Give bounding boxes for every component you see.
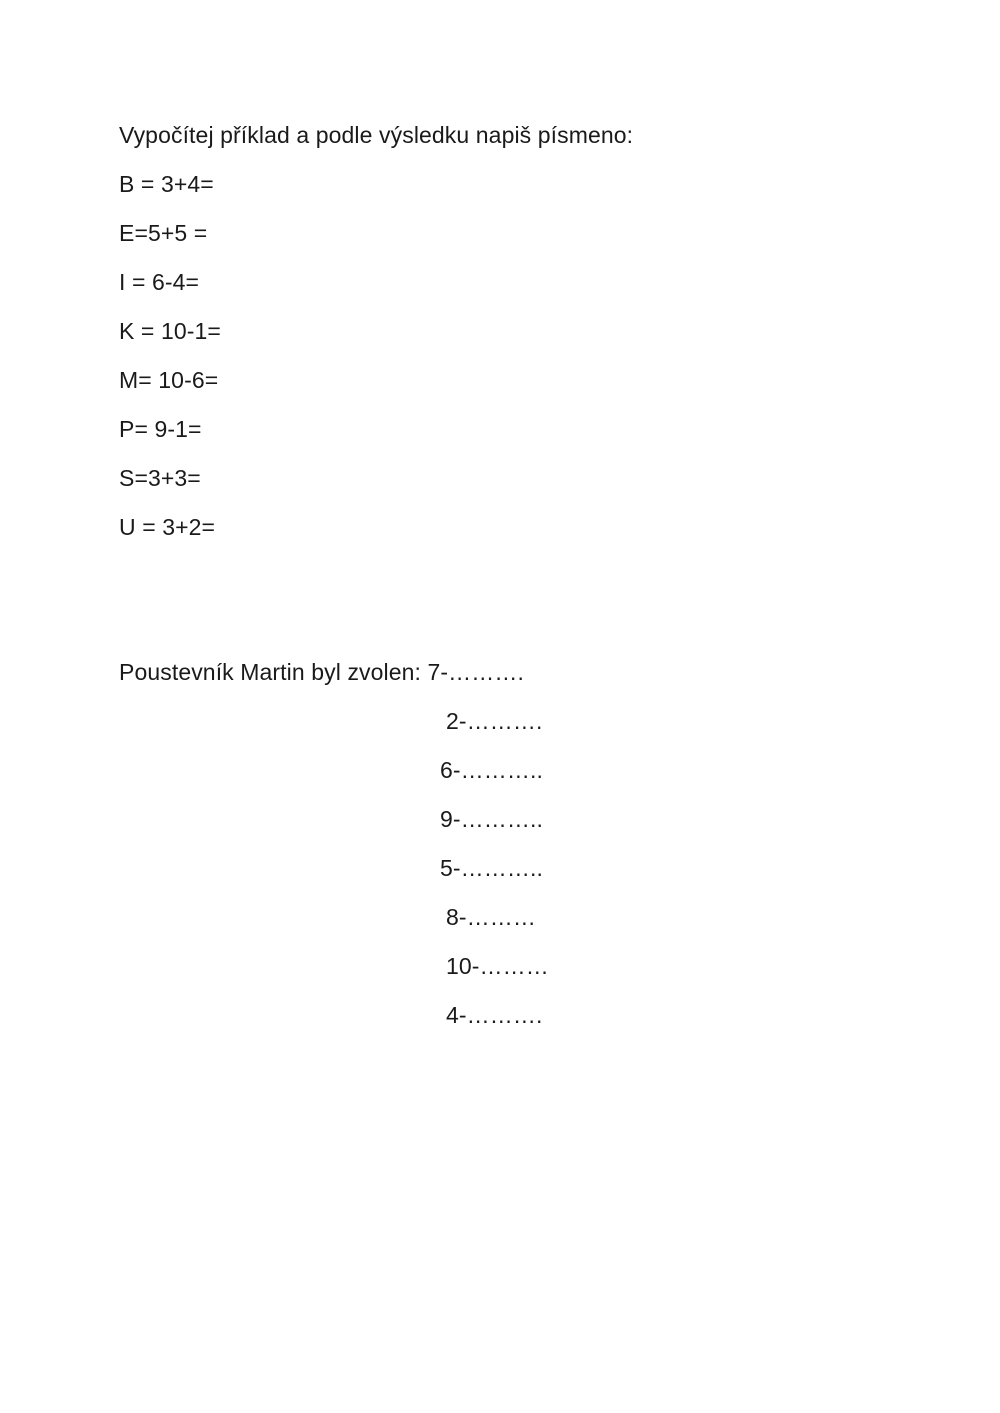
answer-line-2: 2-……….	[446, 708, 543, 734]
instruction-text: Vypočítej příklad a podle výsledku napiš písmeno:	[119, 122, 634, 148]
equation-s: S=3+3=	[119, 465, 201, 491]
equation-u: U = 3+2=	[119, 514, 216, 540]
riddle-sentence: Poustevník Martin byl zvolen: 7-……….	[119, 659, 524, 685]
equation-i: I = 6-4=	[119, 269, 200, 295]
answer-line-9: 9-………..	[440, 806, 543, 832]
answer-line-8: 8-………	[446, 904, 536, 930]
equation-e: E=5+5 =	[119, 220, 208, 246]
answer-line-6: 6-………..	[440, 757, 550, 783]
equation-m: M= 10-6=	[119, 367, 219, 393]
answer-line-5: 5-………..	[440, 855, 543, 881]
equation-p: P= 9-1=	[119, 416, 202, 442]
equation-b: B = 3+4=	[119, 171, 214, 197]
equation-k: K = 10-1=	[119, 318, 221, 344]
answer-line-4: 4-……….	[446, 1002, 543, 1028]
answer-line-10: 10-………	[446, 953, 549, 979]
